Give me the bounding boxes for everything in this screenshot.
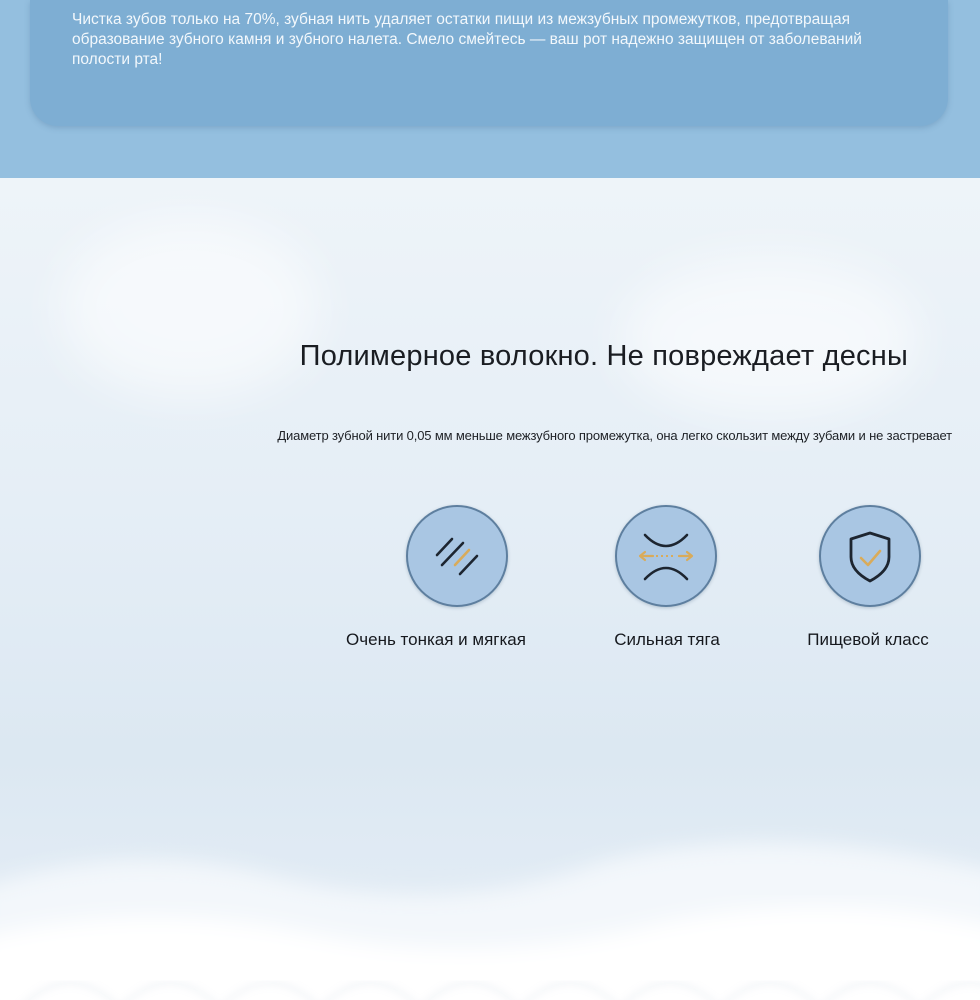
cotton-fabric-decoration [0, 818, 980, 1000]
section-title: Полимерное волокно. Не повреждает десны [299, 340, 908, 372]
feature-label-thin: Очень тонкая и мягкая [346, 630, 526, 649]
feature-label-pull: Сильная тяга [614, 630, 720, 649]
feature-circle-food-grade [819, 505, 921, 607]
food-grade-shield-icon [821, 507, 919, 605]
feature-label-food-grade: Пищевой класс [807, 630, 929, 649]
thin-fiber-icon [408, 507, 506, 605]
feature-section [0, 178, 980, 1000]
strong-pull-icon [617, 507, 715, 605]
feature-circle-thin [406, 505, 508, 607]
background-glow [620, 258, 920, 418]
intro-text: Чистка зубов только на 70%, зубная нить удаляет остатки пищи из межзубных промежутков, предотвращая образование зубного камня и зубного налета. Смело смейтесь — ваш рот надежно защищен от заболеваний полости рта! [72, 11, 862, 68]
section-subtitle: Диаметр зубной нити 0,05 мм меньше межзубного промежутка, она легко скользит между зубами и не застревает [277, 428, 952, 443]
feature-circle-pull [615, 505, 717, 607]
